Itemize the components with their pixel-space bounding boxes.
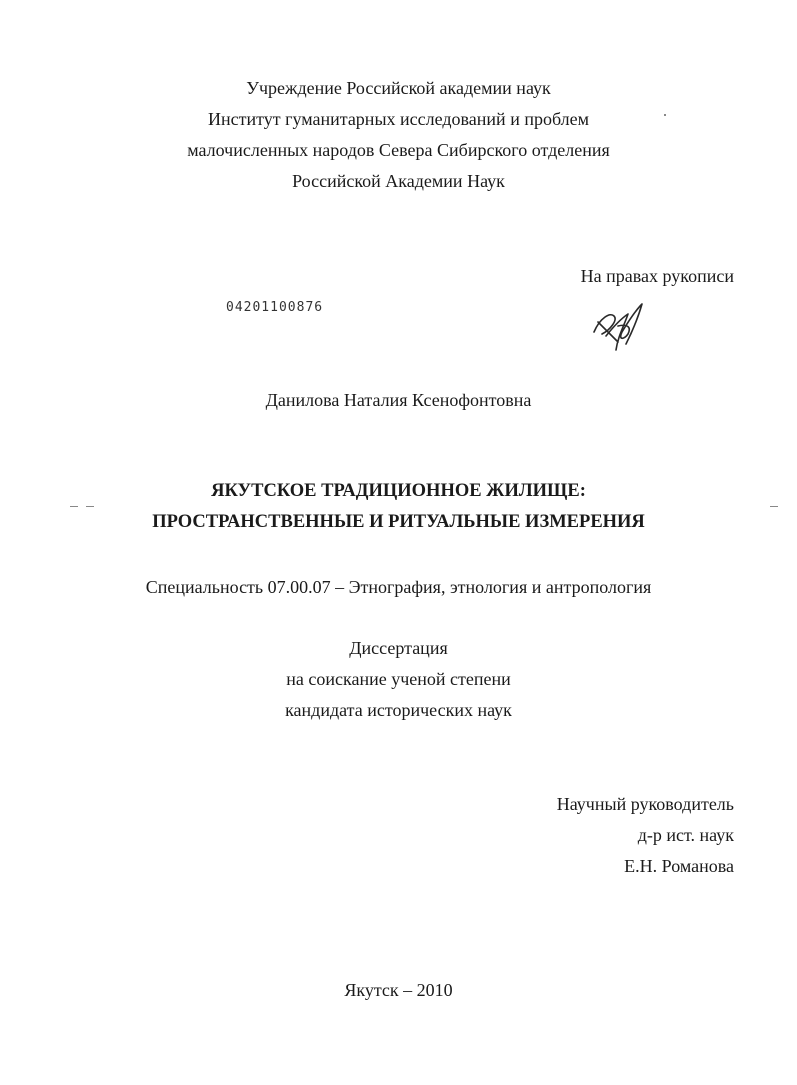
institution-line-3: малочисленных народов Севера Сибирского отделения — [187, 140, 610, 160]
scan-speck — [86, 506, 94, 507]
degree-field: кандидата исторических наук — [285, 700, 512, 720]
institution-line-2: Институт гуманитарных исследований и проблем — [207, 109, 590, 129]
dissertation-title-line-1: ЯКУТСКОЕ ТРАДИЦИОННОЕ ЖИЛИЩЕ: — [211, 481, 586, 501]
specialty: Специальность 07.00.07 – Этнография, этнология и антропология — [145, 577, 652, 597]
scan-speck — [664, 114, 666, 116]
barcode-number: 04201100876 — [226, 300, 324, 315]
place-year: Якутск – 2010 — [344, 980, 453, 1000]
degree-sought: на соискание ученой степени — [286, 669, 511, 689]
dissertation-title-line-2: ПРОСТРАНСТВЕННЫЕ И РИТУАЛЬНЫЕ ИЗМЕРЕНИЯ — [152, 512, 645, 532]
supervisor-name: Е.Н. Романова — [624, 856, 734, 876]
supervisor-degree: д-р ист. наук — [637, 825, 734, 845]
rights-note: На правах рукописи — [580, 266, 734, 286]
scan-speck — [770, 506, 778, 507]
scan-speck — [70, 506, 78, 507]
institution-line-1: Учреждение Российской академии наук — [246, 78, 551, 98]
signature-icon — [588, 296, 652, 360]
dissertation-label: Диссертация — [349, 638, 448, 658]
author-name: Данилова Наталия Ксенофонтовна — [265, 390, 532, 410]
institution-line-4: Российской Академии Наук — [292, 171, 505, 191]
supervisor-label: Научный руководитель — [556, 794, 734, 814]
